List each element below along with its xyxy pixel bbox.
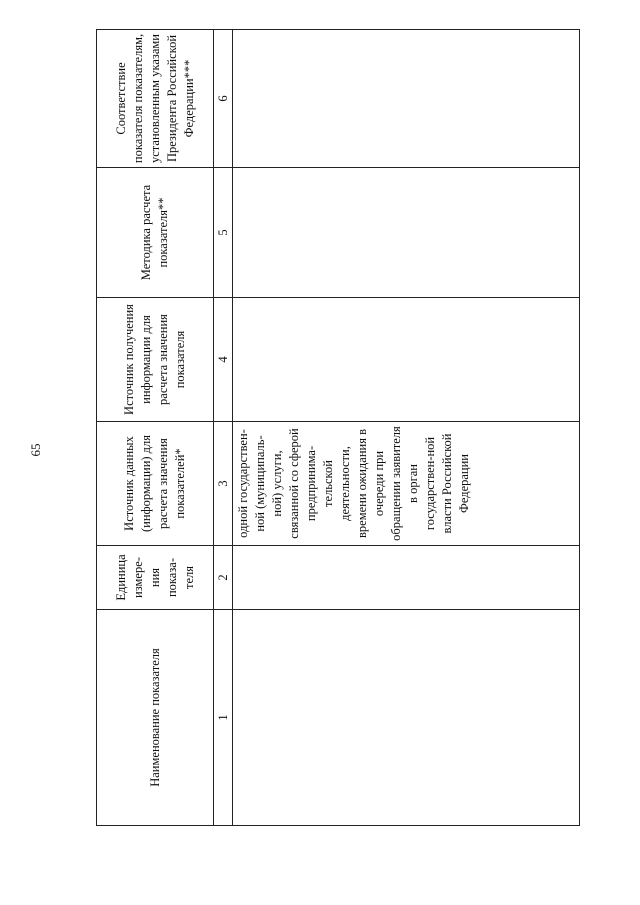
column-number-row: [214, 30, 233, 826]
cell-info-source: [233, 298, 580, 422]
column-number-3: 3: [214, 422, 233, 546]
header-info-source: Источник получения информации для расчета значения показателя: [97, 298, 214, 422]
cell-unit: [233, 546, 580, 610]
header-unit: Единица измере-ния показа-теля: [97, 546, 214, 610]
column-number-4: 4: [214, 298, 233, 422]
cell-compliance: [233, 30, 580, 168]
header-indicator-name: Наименование показателя: [97, 610, 214, 826]
page-number: 65: [28, 443, 43, 457]
column-number-2: 2: [214, 546, 233, 610]
column-number-6: 6: [214, 30, 233, 168]
header-compliance: Соответствие показателя показателям, установленным указами Президента Российской Федерации***: [97, 30, 214, 168]
indicator-table: [96, 29, 580, 826]
column-number-5: 5: [214, 168, 233, 298]
indicator-table-container: [96, 30, 580, 826]
cell-data-source-text: одной государствен-ной (муниципаль-ной) услуги, связанной со сферой предпринима-тельской деятельности, времени ожидания в очереди при обращении заявителя в орган государствен-ной власти Российской Федерации: [236, 426, 471, 541]
header-row: [97, 30, 214, 826]
cell-data-source: [233, 422, 580, 546]
header-method: Методика расчета показателя**: [97, 168, 214, 298]
table-row: [233, 30, 580, 826]
header-data-source: Источник данных (информации) для расчета значения показателей*: [97, 422, 214, 546]
column-number-1: 1: [214, 610, 233, 826]
cell-indicator-name: [233, 610, 580, 826]
cell-method: [233, 168, 580, 298]
